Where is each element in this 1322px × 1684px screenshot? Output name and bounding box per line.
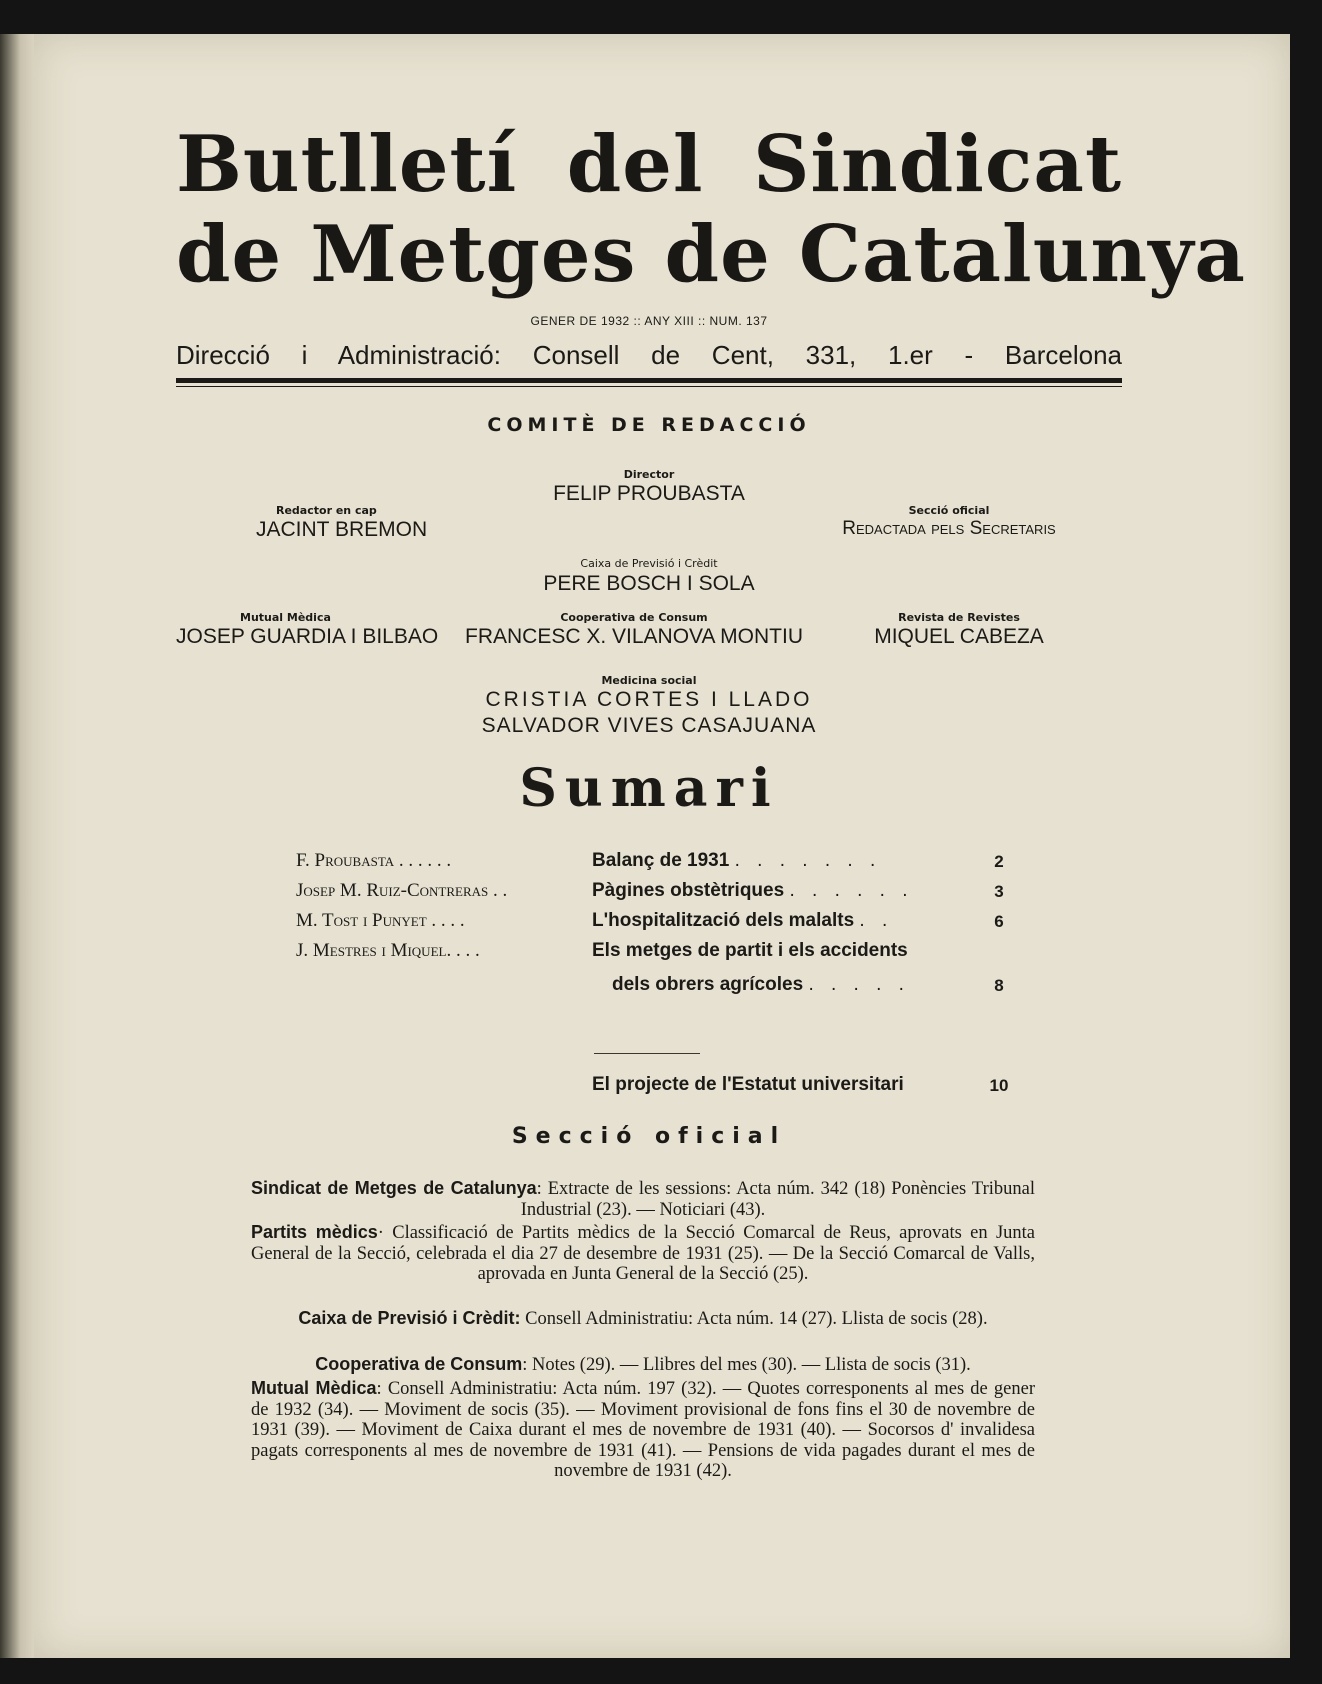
toc-page: 8 (994, 976, 1004, 995)
masthead-title-line2: de Metges de Catalunya (176, 209, 1246, 300)
director-role: Director (623, 468, 675, 481)
cooperativa-name: FRANCESC X. VILANOVA MONTIU (465, 625, 803, 648)
redactor-name: JACINT BREMON (256, 518, 428, 541)
seccio-paragraph: Sindicat de Metges de Catalunya: Extracte de les sessions: Acta núm. 342 (18) Ponències Tribunal Industrial (23). — Noticiari (43). (251, 1178, 1035, 1220)
toc-title: Pàgines obstètriques . . . . . . (592, 880, 914, 901)
masthead-rule (176, 378, 1122, 383)
cooperativa-role: Cooperativa de Consum (560, 611, 708, 624)
binding-edge (0, 34, 34, 1658)
director-name: FELIP PROUBASTA (553, 482, 745, 505)
toc-title: L'hospitalització dels malalts . . (592, 910, 894, 931)
toc-title: Balanç de 1931 . . . . . . . (592, 850, 882, 871)
seccio-role: Secció oficial (908, 504, 990, 517)
toc-divider (594, 1053, 700, 1054)
toc-extra-title: El projecte de l'Estatut universitari (592, 1074, 904, 1095)
toc-title: Els metges de partit i els accidents (592, 940, 908, 961)
seccio-name: Redactada pels Secretaris (842, 518, 1056, 539)
toc-author: F. Proubasta . . . . . . (296, 850, 452, 871)
seccio-oficial-heading: Secció oficial (511, 1124, 787, 1149)
sumari-heading: Sumari (519, 758, 779, 819)
seccio-paragraph: Partits mèdics· Classificació de Partits mèdics de la Secció Comarcal de Reus, aprovats en Junta General de la Secció, celebrada el dia 27 de desembre de 1931 (25). — De la Secció Comarcal de Valls, aprovada en Junta General de la Secció (25). (251, 1222, 1035, 1284)
medicina-name-1: CRISTIA CORTES I LLADO (485, 688, 813, 711)
mutual-name: JOSEP GUARDIA I BILBAO (176, 625, 439, 648)
document-page (34, 34, 1290, 1658)
medicina-role: Medicina social (601, 674, 697, 687)
issue-line: GENER DE 1932 :: ANY XIII :: NUM. 137 (530, 314, 768, 328)
seccio-paragraph: Caixa de Previsió i Crèdit: Consell Administratiu: Acta núm. 14 (27). Llista de socis (28). (298, 1308, 988, 1329)
toc-title: dels obrers agrícoles . . . . . (612, 974, 910, 995)
toc-page: 2 (994, 852, 1004, 871)
seccio-paragraph: Mutual Mèdica: Consell Administratiu: Acta núm. 197 (32). — Quotes corresponents al mes de gener de 1932 (34). — Moviment de socis (35). — Moviment provisional de fons fins el 30 de novembre de 1931 (39). — Moviment de Caixa durant el mes de novembre de 1931 (40). — Socorsos d' invalidesa pagats corresponents al mes de novembre de 1931 (41). — Pensions de vida pagades durant el mes de novembre de 1931 (42). (251, 1378, 1035, 1481)
toc-author: J. Mestres i Miquel. . . . (296, 940, 480, 961)
toc-author: Josep M. Ruiz-Contreras . . (296, 880, 508, 901)
address-line: Direcció i Administració: Consell de Cent, 331, 1.er - Barcelona (176, 340, 1122, 370)
mutual-role: Mutual Mèdica (240, 611, 331, 624)
revista-name: MIQUEL CABEZA (874, 625, 1044, 648)
masthead-rule-thin (176, 386, 1122, 387)
toc-author: M. Tost i Punyet . . . . (296, 910, 465, 931)
medicina-name-2: SALVADOR VIVES CASAJUANA (481, 714, 817, 737)
toc-extra-page: 10 (989, 1076, 1009, 1095)
committee-heading: COMITÈ DE REDACCIÓ (487, 414, 811, 436)
masthead-title-line1: Butlletí del Sindicat (176, 119, 1122, 210)
caixa-name: PERE BOSCH I SOLA (543, 572, 755, 595)
revista-role: Revista de Revistes (898, 611, 1020, 624)
toc-page: 3 (994, 882, 1004, 901)
seccio-paragraph: Cooperativa de Consum: Notes (29). — Llibres del mes (30). — Llista de socis (31). (315, 1354, 971, 1375)
redactor-role: Redactor en cap (276, 504, 377, 517)
caixa-role: Caixa de Previsió i Crèdit (580, 557, 718, 570)
toc-page: 6 (994, 912, 1004, 931)
